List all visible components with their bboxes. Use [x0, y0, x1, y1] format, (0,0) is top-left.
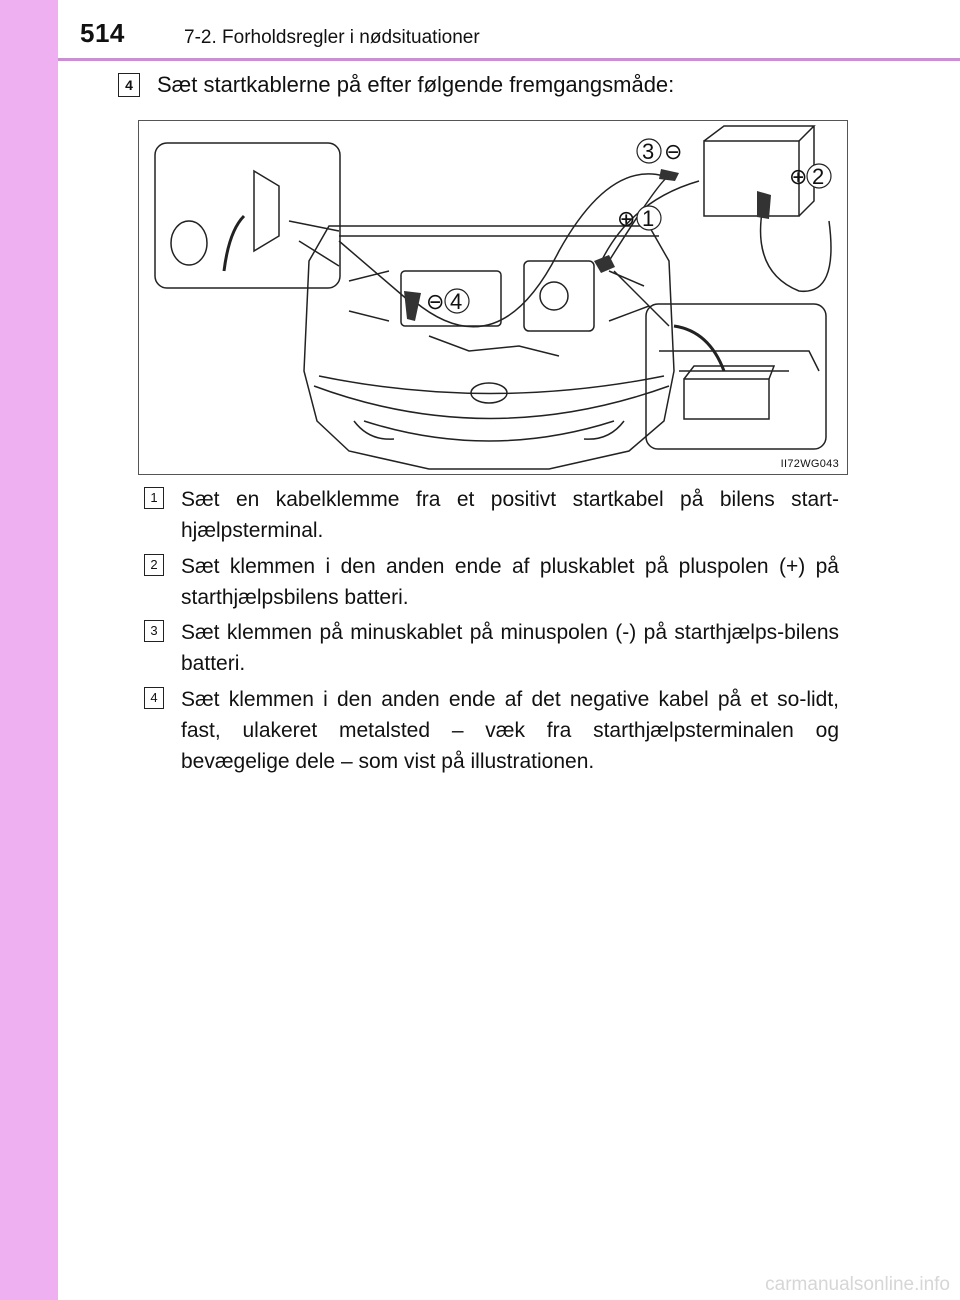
instruction-item-3: Sæt klemmen på minuskablet på minuspolen (-) på starthjælps-bilens batteri. — [181, 621, 839, 675]
callout-3-sign: ⊖ — [664, 139, 683, 164]
callout-2: 2 — [812, 164, 825, 189]
callout-3: 3 — [642, 139, 655, 164]
watermark: carmanualsonline.info — [765, 1274, 950, 1295]
section-title: 7-2. Forholdsregler i nødsituationer — [184, 27, 480, 48]
instruction-item-2: Sæt klemmen i den anden ende af pluskablet på pluspolen (+) på starthjælpsbilens batteri. — [181, 555, 839, 609]
item-number-2: 2 — [144, 554, 164, 576]
illustration-drawing — [139, 121, 847, 474]
step-number-badge: 4 — [118, 73, 140, 97]
callout-2-sign: ⊕ — [789, 164, 808, 189]
chapter-sidebar — [0, 0, 58, 1300]
callout-4-sign: ⊖ — [426, 289, 445, 314]
item-number-1: 1 — [144, 487, 164, 509]
instruction-item-4: Sæt klemmen i den anden ende af det negative kabel på et so-lidt, fast, ulakeret metalsted – væk fra starthjælpsterminalen og bevægelige dele – som vist på illustrationen. — [181, 688, 839, 773]
item-number-4: 4 — [144, 687, 164, 709]
page-number: 514 — [80, 18, 125, 48]
step-title: Sæt startkablerne på efter følgende fremgangsmåde: — [157, 72, 675, 97]
header-rule — [58, 58, 960, 61]
callout-1-sign: ⊕ — [617, 206, 636, 231]
item-number-3: 3 — [144, 620, 164, 642]
callout-4: 4 — [450, 289, 463, 314]
figure-id: II72WG043 — [780, 458, 839, 470]
jump-start-illustration — [138, 120, 848, 475]
instruction-item-1: Sæt en kabelklemme fra et positivt startkabel på bilens start-hjælpsterminal. — [181, 488, 839, 542]
callout-1: 1 — [642, 206, 655, 231]
